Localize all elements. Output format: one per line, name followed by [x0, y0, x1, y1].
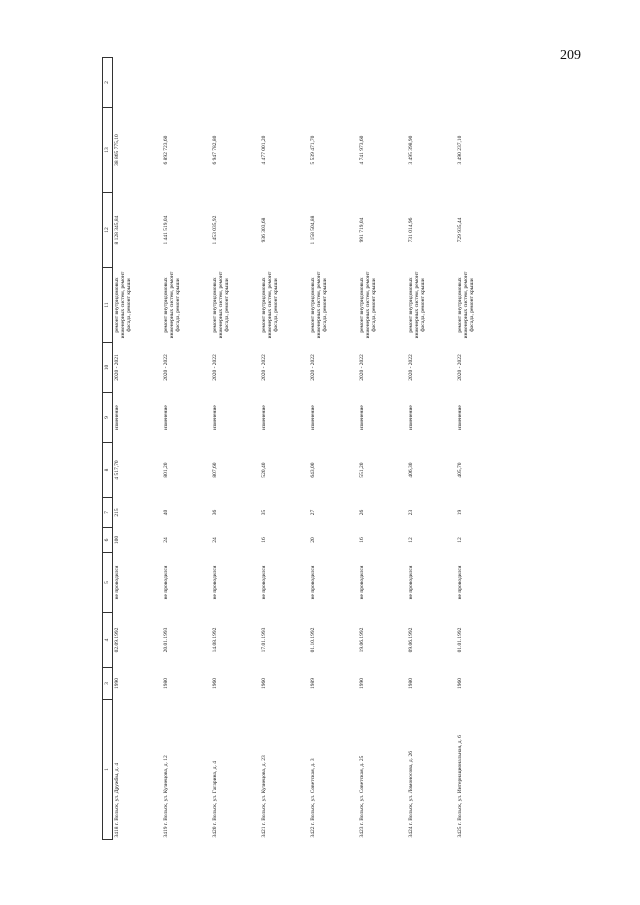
- date-cell: 14.08.1992: [212, 627, 218, 653]
- period-cell: 2020 - 2021: [114, 354, 120, 381]
- table-row: [260, 58, 309, 840]
- area-cell: 406,30: [408, 462, 414, 478]
- year-cell: 1980: [163, 678, 169, 689]
- total-cell: 6 892 723,60: [163, 135, 169, 165]
- col-number: 6: [103, 528, 113, 553]
- total-cell: 6 947 782,80: [212, 135, 218, 165]
- date-cell: 01.01.1992: [457, 627, 463, 653]
- form-cell: изменение: [212, 405, 218, 430]
- quantity-cell: 40: [163, 509, 169, 516]
- percent-cell: 12: [408, 537, 414, 543]
- row-number: 3423: [359, 826, 365, 838]
- address-text: г. Вольск, ул. Ломоносова, д. 26: [408, 751, 414, 826]
- period-cell: 2020 - 2022: [457, 354, 463, 381]
- sum-cell: 1 158 504,88: [310, 215, 316, 245]
- area-cell: 4 517,70: [114, 460, 120, 480]
- col-number: 4: [103, 613, 113, 668]
- area-cell: 643,00: [310, 462, 316, 478]
- date-cell: 09.06.1992: [408, 627, 414, 653]
- percent-cell: 24: [212, 537, 218, 543]
- quantity-cell: 35: [261, 509, 267, 516]
- address-text: г. Вольск, ул. Советская, д. 25: [359, 755, 365, 826]
- row-number: 3424: [408, 826, 414, 838]
- total-cell: 3 490 237,10: [457, 135, 463, 165]
- address-text: г. Вольск, ул. Советская, д. 3: [310, 758, 316, 826]
- row-number: 3421: [261, 826, 267, 838]
- form-cell: изменение: [408, 405, 414, 430]
- col-number: 2: [103, 58, 113, 108]
- table-row: [407, 58, 456, 840]
- page-number: 209: [560, 48, 581, 63]
- works-cell: ремонт внутридомовых инженерных систем, ремонт фасада, ремонт крыши: [212, 271, 231, 339]
- col-number: 5: [103, 553, 113, 613]
- repair-cell: не проводился: [408, 565, 414, 600]
- works-cell: ремонт внутридомовых инженерных систем, ремонт фасада, ремонт крыши: [114, 271, 133, 339]
- percent-cell: 20: [310, 537, 316, 543]
- year-cell: 1960: [457, 678, 463, 689]
- works-cell: ремонт внутридомовых инженерных систем, ремонт фасада, ремонт крыши: [457, 271, 476, 339]
- address-cell: [211, 700, 260, 840]
- table-row: [456, 58, 505, 840]
- total-cell: 38 865 775,10: [114, 134, 120, 166]
- buildings-table: [102, 57, 505, 840]
- quantity-cell: 26: [359, 509, 365, 516]
- row-number: 3419: [163, 826, 169, 838]
- form-cell: изменение: [457, 405, 463, 430]
- year-cell: 1990: [359, 678, 365, 689]
- quantity-cell: 36: [212, 509, 218, 516]
- table-row: [358, 58, 407, 840]
- percent-cell: 16: [359, 537, 365, 543]
- table-row: [211, 58, 260, 840]
- address-text: г. Вольск, ул. Интернациональная, д. 6: [457, 735, 463, 826]
- quantity-cell: 215: [114, 508, 120, 517]
- repair-cell: не проводился: [261, 565, 267, 600]
- area-cell: 807,60: [212, 462, 218, 478]
- sum-cell: 8 128 345,84: [114, 215, 120, 245]
- column-number-row: [103, 58, 113, 840]
- quantity-cell: 27: [310, 509, 316, 516]
- period-cell: 2020 - 2022: [359, 354, 365, 381]
- repair-cell: не проводился: [310, 565, 316, 600]
- date-cell: 19.06.1992: [359, 627, 365, 653]
- period-cell: 2020 - 2022: [212, 354, 218, 381]
- period-cell: 2020 - 2022: [163, 354, 169, 381]
- col-number: 10: [103, 343, 113, 393]
- year-cell: 1989: [310, 678, 316, 689]
- address-text: г. Вольск, ул. Кузнецова, д. 12: [163, 755, 169, 826]
- col-number: 9: [103, 393, 113, 443]
- period-cell: 2020 - 2022: [408, 354, 414, 381]
- area-cell: 551,20: [359, 462, 365, 478]
- works-cell: ремонт внутридомовых инженерных систем, ремонт фасада, ремонт крыши: [261, 271, 280, 339]
- address-text: г. Вольск, ул. Гагарина, д. 4: [212, 760, 218, 826]
- address-text: г. Вольск, ул. Дружбы, д. 4: [114, 762, 120, 826]
- sum-cell: 936 303,68: [261, 217, 267, 243]
- address-cell: [113, 700, 163, 840]
- col-number: 13: [103, 108, 113, 193]
- area-cell: 801,20: [163, 462, 169, 478]
- date-cell: 02.09.1992: [114, 627, 120, 653]
- address-cell: [358, 700, 407, 840]
- year-cell: 1960: [212, 678, 218, 689]
- col-number: 7: [103, 498, 113, 528]
- date-cell: 01.10.1992: [310, 627, 316, 653]
- col-number: 11: [103, 268, 113, 343]
- row-number: 3418: [114, 826, 120, 838]
- col-number: 12: [103, 193, 113, 268]
- rotated-table-container: [102, 58, 537, 840]
- sum-cell: 729 935,44: [457, 217, 463, 243]
- form-cell: изменение: [163, 405, 169, 430]
- area-cell: 520,40: [261, 462, 267, 478]
- works-cell: ремонт внутридомовых инженерных систем, ремонт фасада, ремонт крыши: [408, 271, 427, 339]
- works-cell: ремонт внутридомовых инженерных систем, ремонт фасада, ремонт крыши: [163, 271, 182, 339]
- address-cell: [260, 700, 309, 840]
- form-cell: изменение: [114, 405, 120, 430]
- row-number: 3420: [212, 826, 218, 838]
- table-row: [162, 58, 211, 840]
- address-cell: [407, 700, 456, 840]
- row-number: 3425: [457, 826, 463, 838]
- quantity-cell: 19: [457, 509, 463, 516]
- total-cell: 5 539 471,70: [310, 135, 316, 165]
- percent-cell: 16: [261, 537, 267, 543]
- form-cell: изменение: [261, 405, 267, 430]
- sum-cell: 1 453 035,92: [212, 215, 218, 245]
- repair-cell: не проводился: [114, 565, 120, 600]
- year-cell: 1990: [114, 678, 120, 689]
- form-cell: изменение: [310, 405, 316, 430]
- address-cell: [309, 700, 358, 840]
- sum-cell: 991 719,04: [359, 217, 365, 243]
- percent-cell: 100: [114, 535, 120, 545]
- percent-cell: 24: [163, 537, 169, 543]
- sum-cell: 1 441 519,04: [163, 215, 169, 245]
- col-number: 8: [103, 443, 113, 498]
- area-cell: 405,70: [457, 462, 463, 478]
- year-cell: 1980: [408, 678, 414, 689]
- date-cell: 17.01.1993: [261, 627, 267, 653]
- table-row: [309, 58, 358, 840]
- row-number: 3422: [310, 826, 316, 838]
- repair-cell: не проводился: [457, 565, 463, 600]
- sum-cell: 731 014,96: [408, 217, 414, 243]
- total-cell: 3 495 398,90: [408, 135, 414, 165]
- works-cell: ремонт внутридомовых инженерных систем, ремонт фасада, ремонт крыши: [310, 271, 329, 339]
- address-cell: [162, 700, 211, 840]
- percent-cell: 12: [457, 537, 463, 543]
- table-row: [113, 58, 163, 840]
- address-cell: [456, 700, 505, 840]
- year-cell: 1960: [261, 678, 267, 689]
- form-cell: изменение: [359, 405, 365, 430]
- col-number: 3: [103, 668, 113, 700]
- col-number: 1: [103, 700, 113, 840]
- total-cell: 4 477 001,20: [261, 135, 267, 165]
- date-cell: 20.01.1993: [163, 627, 169, 653]
- total-cell: 4 741 973,60: [359, 135, 365, 165]
- repair-cell: не проводился: [359, 565, 365, 600]
- repair-cell: не проводился: [163, 565, 169, 600]
- address-text: г. Вольск, ул. Кузнецова, д. 23: [261, 755, 267, 826]
- works-cell: ремонт внутридомовых инженерных систем, ремонт фасада, ремонт крыши: [359, 271, 378, 339]
- repair-cell: не проводился: [212, 565, 218, 600]
- quantity-cell: 23: [408, 509, 414, 516]
- period-cell: 2020 - 2022: [310, 354, 316, 381]
- period-cell: 2020 - 2022: [261, 354, 267, 381]
